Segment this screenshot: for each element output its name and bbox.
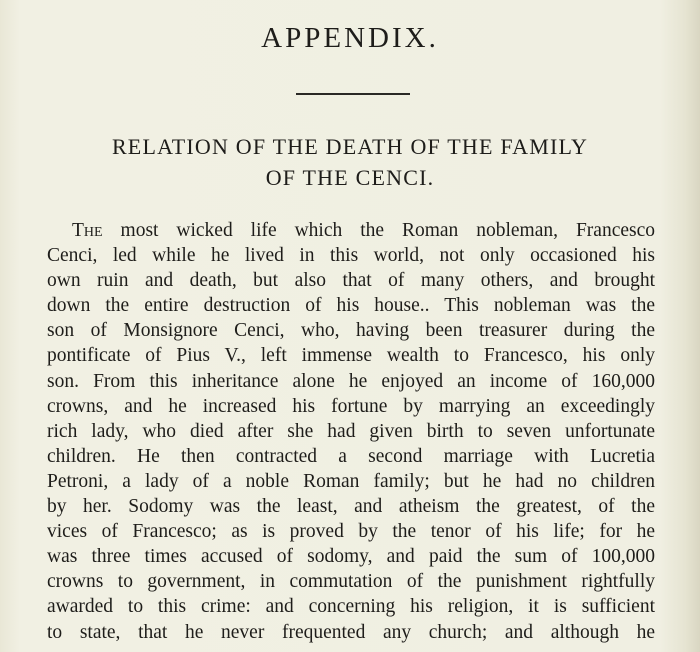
text-line: down the entire destruction of his house.. This nobleman was the [47, 295, 655, 317]
divider [296, 93, 410, 95]
text-line: Cenci, led while he lived in this world, not only occasioned his [47, 245, 655, 267]
text-line: son. From this inheritance alone he enjoyed an income of 160,000 [47, 370, 655, 392]
text-line: by her. Sodomy was the least, and atheism the greatest, of the [47, 496, 655, 518]
chapter-title-line-2: OF THE CENCI. [265, 165, 435, 190]
text-line: son of Monsignore Cenci, who, having been treasurer during the [47, 320, 655, 342]
text-line: crowns, and he increased his fortune by marrying an exceedingly [47, 395, 655, 417]
text-line: vices of Francesco; as is proved by the tenor of his life; for he [47, 521, 655, 543]
page-heading: APPENDIX. [261, 22, 439, 54]
text-line: was three times accused of sodomy, and paid the sum of 100,000 [47, 546, 655, 568]
text-line: Petroni, a lady of a noble Roman family; but he had no children [47, 470, 655, 492]
chapter-title-line-1: RELATION OF THE DEATH OF THE FAMILY [111, 134, 589, 159]
text-line: crowns to government, in commutation of the punishment rightfully [47, 571, 655, 593]
text-line: rich lady, who died after she had given birth to seven unfortunate [47, 420, 655, 442]
first-word: The [72, 220, 103, 241]
text-line: own ruin and death, but also that of many others, and brought [47, 270, 655, 292]
body-text [47, 218, 655, 645]
text-line: children. He then contracted a second marriage with Lucretia [47, 445, 655, 467]
text-line [47, 218, 655, 243]
text-line: awarded to this crime: and concerning his religion, it is sufficient [47, 596, 655, 618]
text-line: to state, that he never frequented any church; and although he [47, 621, 655, 643]
text-line: pontificate of Pius V., left immense wealth to Francesco, his only [47, 345, 655, 367]
text-span: most wicked life which the Roman nobleman, Francesco [102, 220, 655, 241]
